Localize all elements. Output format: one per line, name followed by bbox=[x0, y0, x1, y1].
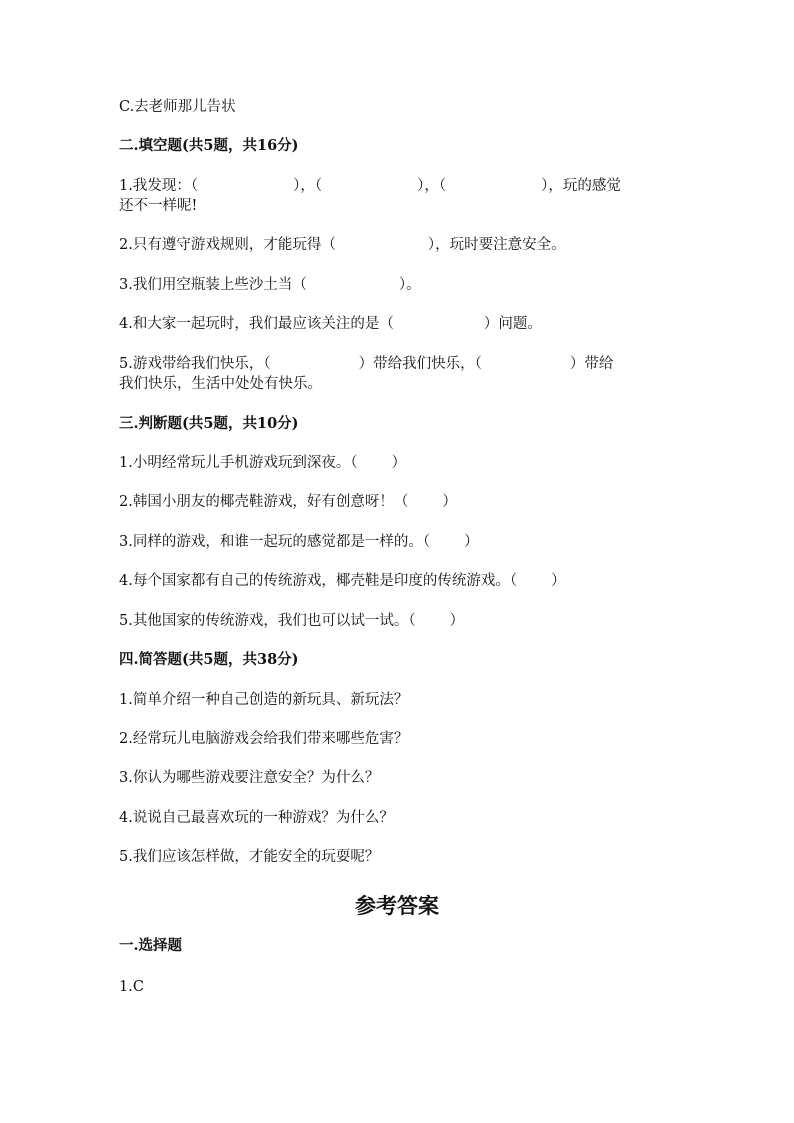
fill-q5-prefix: 5.游戏带给我们快乐，（ bbox=[119, 356, 271, 372]
judge-q5-text: 5.其他国家的传统游戏，我们也可以试一试。（ bbox=[119, 613, 416, 629]
judge-q3-close: ） bbox=[464, 534, 479, 550]
judge-q3-text: 3.同样的游戏，和谁一起玩的感觉都是一样的。（ bbox=[119, 534, 431, 550]
question-option-c: C.去老师那儿告状 bbox=[119, 99, 236, 115]
judge-q5-close: ） bbox=[449, 613, 465, 629]
short-question-4: 4.说说自己最喜欢玩的一种游戏？为什么？ bbox=[119, 810, 394, 826]
answer-item-1: 1.C bbox=[119, 979, 144, 995]
fill-q3-prefix: 3.我们用空瓶装上些沙土当（ bbox=[119, 277, 307, 293]
fill-question-3 bbox=[119, 275, 421, 295]
fill-q1-suffix: ），玩的感觉 bbox=[541, 178, 621, 194]
short-question-3: 3.你认为哪些游戏要注意安全？为什么？ bbox=[119, 770, 380, 786]
section-heading-true-false: 三.判断题(共5题，共10分) bbox=[119, 415, 299, 432]
fill-question-5-cont: 我们快乐，生活中处处有快乐。 bbox=[119, 376, 322, 392]
judge-q1-close: ） bbox=[391, 455, 407, 471]
fill-question-1 bbox=[119, 176, 621, 196]
fill-q3-suffix: ）。 bbox=[398, 277, 421, 293]
fill-q4-prefix: 4.和大家一起玩时，我们最应该关注的是（ bbox=[119, 316, 394, 332]
short-question-5: 5.我们应该怎样做，才能安全的玩耍呢？ bbox=[119, 849, 380, 865]
judge-question-3 bbox=[119, 532, 479, 552]
judge-question-5 bbox=[119, 611, 464, 631]
judge-question-4 bbox=[119, 571, 566, 591]
section-heading-fill-in: 二.填空题(共5题，共16分) bbox=[119, 137, 299, 154]
judge-q1-text: 1.小明经常玩儿手机游戏玩到深夜。（ bbox=[119, 455, 358, 471]
judge-q4-text: 4.每个国家都有自己的传统游戏，椰壳鞋是印度的传统游戏。（ bbox=[119, 573, 518, 589]
short-question-1: 1.简单介绍一种自己创造的新玩具、新玩法？ bbox=[119, 692, 409, 708]
fill-q4-suffix: ）问题。 bbox=[483, 316, 542, 332]
judge-question-2 bbox=[119, 492, 457, 512]
section-heading-short-answer: 四.简答题(共5题，共38分) bbox=[119, 651, 299, 668]
fill-q2-prefix: 2.只有遵守游戏规则，才能玩得（ bbox=[119, 237, 336, 253]
fill-question-5 bbox=[119, 354, 613, 374]
fill-question-4 bbox=[119, 314, 542, 334]
fill-question-1-cont: 还不一样呢! bbox=[119, 198, 198, 214]
judge-q2-close: ） bbox=[442, 494, 457, 510]
judge-question-1 bbox=[119, 453, 406, 473]
fill-q5-suffix: ）带给 bbox=[569, 356, 614, 372]
fill-q1-prefix: 1.我发现：（ bbox=[119, 178, 199, 194]
judge-q4-close: ） bbox=[551, 573, 566, 589]
fill-q1-sep2: ），（ bbox=[417, 178, 447, 194]
short-question-2: 2.经常玩儿电脑游戏会给我们带来哪些危害？ bbox=[119, 731, 409, 747]
judge-q2-text: 2.韩国小朋友的椰壳鞋游戏，好有创意呀！（ bbox=[119, 494, 409, 510]
fill-q2-suffix: ），玩时要注意安全。 bbox=[427, 237, 566, 253]
answer-section-heading: 一.选择题 bbox=[119, 937, 183, 954]
fill-q5-mid: ）带给我们快乐，（ bbox=[358, 356, 482, 372]
fill-question-2 bbox=[119, 235, 566, 255]
answer-key-title: 参考答案 bbox=[355, 893, 439, 918]
fill-q1-sep1: ），（ bbox=[293, 178, 323, 194]
